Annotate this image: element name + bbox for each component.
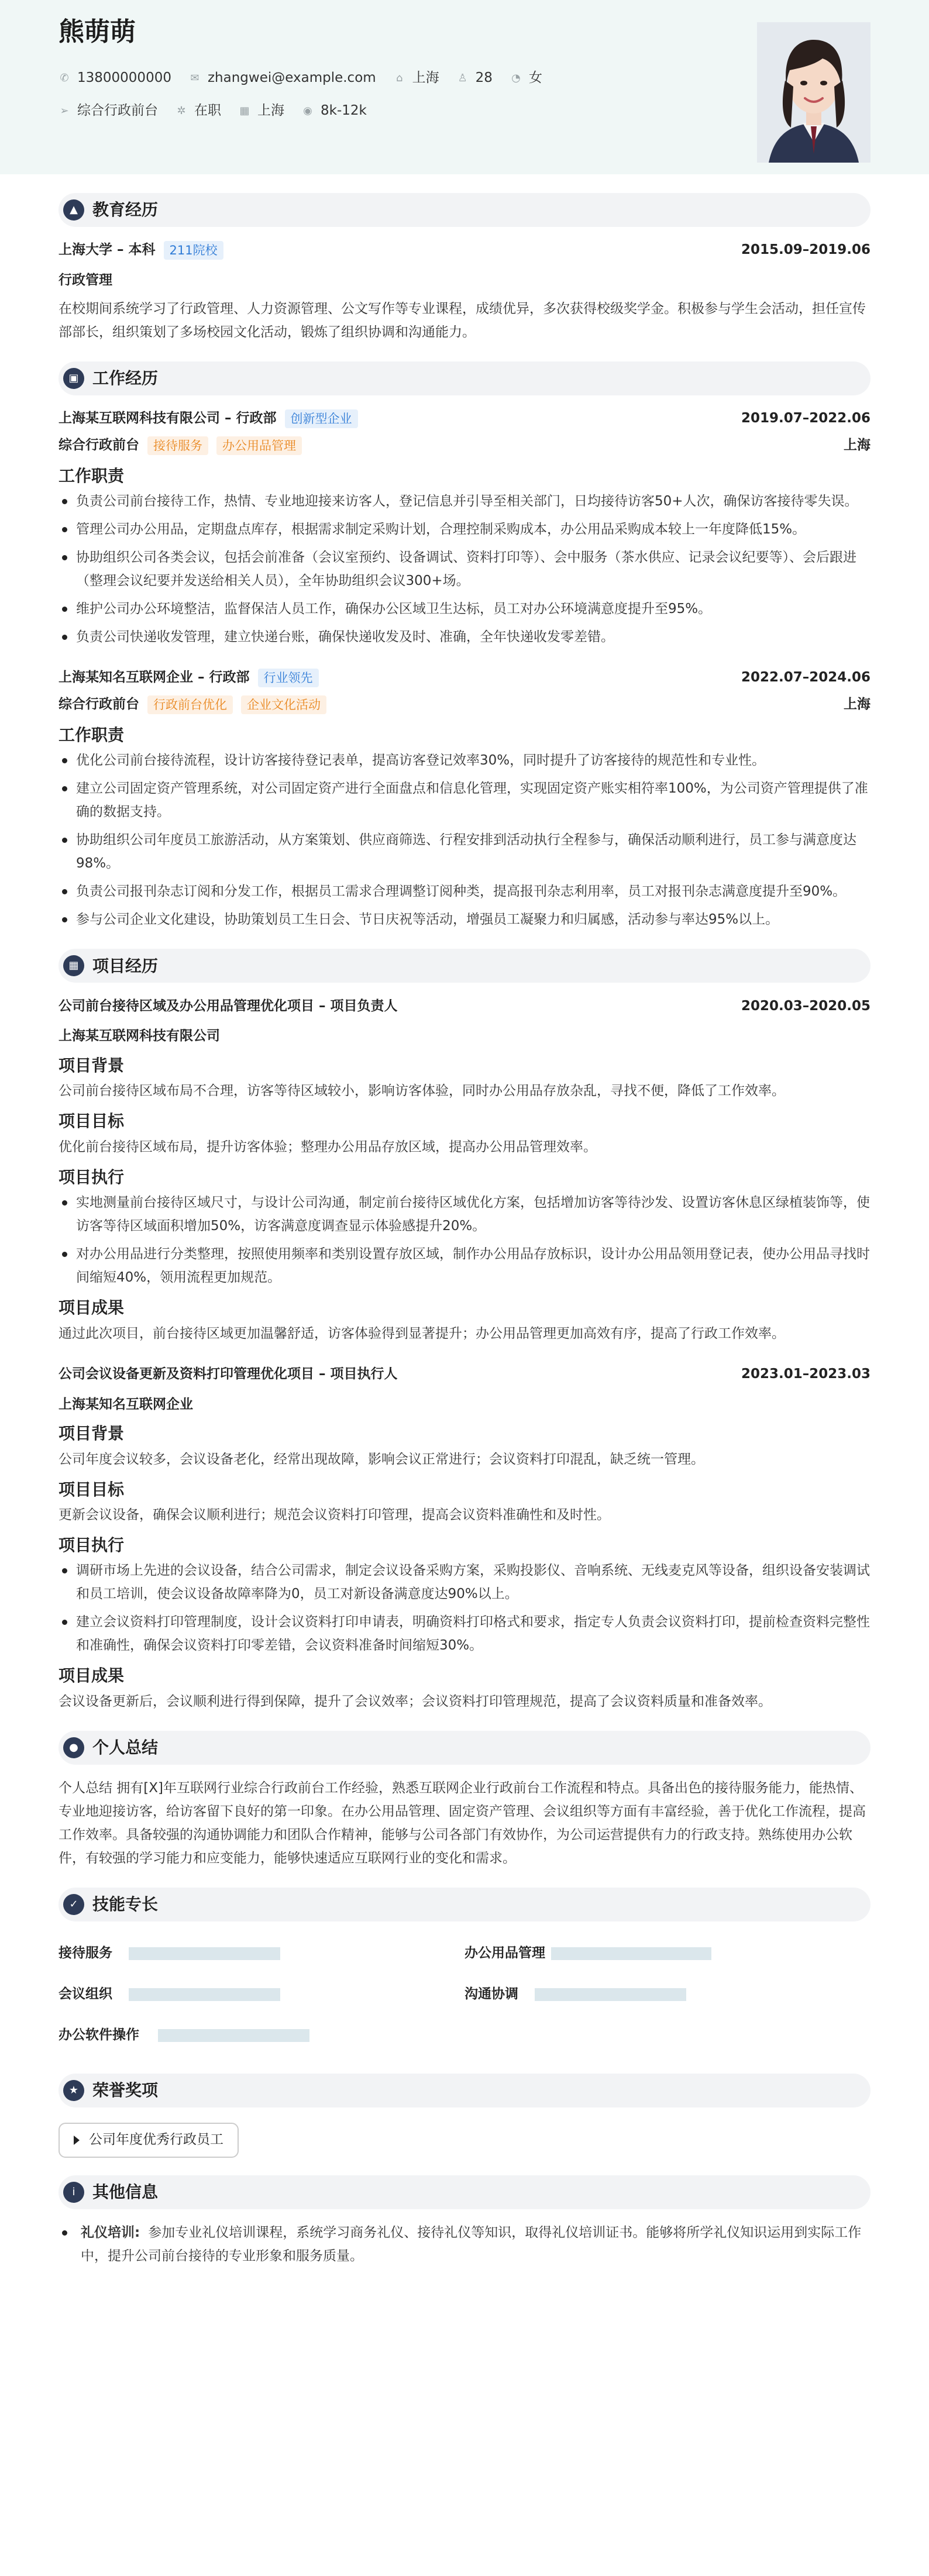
project-result: 通过此次项目，前台接待区域更加温馨舒适，访客体验得到显著提升；办公用品管理更加高效有序，提高了行政工作效率。 — [59, 1325, 785, 1341]
work-period: 2019.07–2022.06 — [741, 410, 870, 426]
skill-tag: 企业文化活动 — [241, 695, 326, 714]
list-item: 调研市场上先进的会议设备，结合公司需求，制定会议设备采购方案，采购投影仪、音响系统、无线麦克风等设备，组织设备安装调试和员工培训，使会议设备故障率降为0，员工对新设备满意度达90%以上。 — [59, 1559, 870, 1606]
project-company: 上海某互联网科技有限公司 — [59, 1028, 220, 1044]
education-entry — [59, 239, 870, 344]
phone-icon: ✆ — [60, 71, 69, 84]
section-projects: ▦ 项目经历 — [59, 949, 870, 983]
play-icon — [74, 2136, 80, 2145]
list-item: 负责公司前台接待工作，热情、专业地迎接来访客人，登记信息并引导至相关部门，日均接待访客50+人次，确保访客接待零失误。 — [59, 490, 870, 513]
job-role: 综合行政前台 — [59, 437, 139, 453]
project-exec-title: 项目执行 — [59, 1167, 125, 1187]
section-work: ▣ 工作经历 — [59, 361, 870, 395]
email-icon: ✉ — [190, 71, 199, 84]
send-icon: ➢ — [60, 104, 69, 117]
project-exec-title: 项目执行 — [59, 1535, 125, 1555]
skill-level-bar — [551, 1947, 711, 1960]
skill-level-bar — [129, 1988, 280, 2001]
info-icon: i — [63, 2182, 84, 2203]
target-position: 综合行政前台 — [77, 103, 158, 118]
skill-item: 办公软件操作 — [59, 2015, 465, 2056]
list-item: 负责公司报刊杂志订阅和分发工作，根据员工需求合理调整订阅种类，提高报刊杂志利用率，员工对报刊杂志满意度提升至90%。 — [59, 880, 870, 903]
resume-body — [59, 193, 870, 2272]
project-goal-title: 项目目标 — [59, 1111, 125, 1131]
list-item: 参与公司企业文化建设，协助策划员工生日会、节日庆祝等活动，增强员工凝聚力和归属感，活动参与率达95%以上。 — [59, 908, 870, 931]
project-entry — [59, 1363, 870, 1713]
email[interactable]: zhangwei@example.com — [207, 70, 376, 85]
salary: 8k-12k — [321, 103, 367, 118]
contact-row — [59, 68, 560, 89]
project-entry — [59, 994, 870, 1345]
work-city: 上海 — [844, 697, 870, 712]
list-item: 建立公司固定资产管理系统，对公司固定资产进行全面盘点和信息化管理，实现固定资产账实相符率100%，为公司资产管理提供了准确的数据支持。 — [59, 777, 870, 824]
project-result-title: 项目成果 — [59, 1298, 125, 1318]
project-bg-title: 项目背景 — [59, 1056, 125, 1076]
project-bg: 公司前台接待区域布局不合理，访客等待区域较小，影响访客体验，同时办公用品存放杂乱，寻找不便，降低了工作效率。 — [59, 1083, 785, 1099]
skill-item: 会议组织 — [59, 1974, 465, 2015]
major: 行政管理 — [59, 273, 112, 288]
school-name: 上海大学 – 本科 — [59, 242, 156, 258]
project-bg-title: 项目背景 — [59, 1424, 125, 1444]
grid-icon: ▦ — [63, 955, 84, 976]
work-period: 2022.07–2024.06 — [741, 670, 870, 686]
project-name: 公司会议设备更新及资料打印管理优化项目 – 项目执行人 — [59, 1366, 398, 1382]
age: 28 — [475, 70, 493, 85]
section-awards: ★ 荣誉奖项 — [59, 2074, 870, 2107]
work-city: 上海 — [844, 437, 870, 453]
work-entry — [59, 666, 870, 931]
candidate-name: 熊萌萌 — [59, 17, 136, 47]
graduation-cap-icon: ▲ — [63, 199, 84, 221]
home-icon: ⌂ — [395, 71, 403, 84]
section-summary: ● 个人总结 — [59, 1731, 870, 1765]
project-result: 会议设备更新后，会议顺利进行得到保障，提升了会议效率；会议资料打印管理规范，提高了会议资料质量和准备效率。 — [59, 1693, 772, 1709]
building-icon: ▦ — [239, 104, 250, 117]
company-tag: 行业领先 — [258, 669, 319, 687]
skill-tag: 接待服务 — [147, 436, 208, 455]
phone: 13800000000 — [77, 70, 171, 85]
skill-item: 接待服务 — [59, 1933, 465, 1974]
project-goal: 更新会议设备，确保会议顺利进行；规范会议资料打印管理，提高会议资料准确性和及时性。 — [59, 1507, 610, 1523]
education-period: 2015.09–2019.06 — [741, 242, 870, 258]
list-item: 实地测量前台接待区域尺寸，与设计公司沟通，制定前台接待区域优化方案，包括增加访客等待沙发、设置访客休息区绿植装饰等，使访客等待区域面积增加50%，访客满意度调查显示体验感提升20%。 — [59, 1191, 870, 1238]
list-item: 优化公司前台接待流程，设计访客接待登记表单，提高访客登记效率30%，同时提升了访客接待的规范性和专业性。 — [59, 749, 870, 772]
company-name: 上海某互联网科技有限公司 – 行政部 — [59, 410, 277, 426]
project-goal-title: 项目目标 — [59, 1479, 125, 1499]
list-item: 协助组织公司各类会议，包括会前准备（会议室预约、设备调试、资料打印等）、会中服务（茶水供应、记录会议纪要等）、会后跟进（整理会议纪要并发送给相关人员），全年协助组织会议300+场。 — [59, 546, 870, 593]
education-desc: 在校期间系统学习了行政管理、人力资源管理、公文写作等专业课程，成绩优异，多次获得校级奖学金。积极参与学生会活动，担任宣传部部长，组织策划了多场校园文化活动，锻炼了组织协调和沟通能力。 — [59, 301, 866, 340]
list-item: 对办公用品进行分类整理，按照使用频率和类别设置存放区域，制作办公用品存放标识，设计办公用品领用登记表，使办公用品寻找时间缩短40%，领用流程更加规范。 — [59, 1242, 870, 1289]
gender: 女 — [528, 70, 542, 85]
list-item: 负责公司快递收发管理，建立快递台账，确保快递收发及时、准确，全年快递收发零差错。 — [59, 625, 870, 649]
salary-icon: ◉ — [303, 104, 312, 117]
summary-text: 个人总结 拥有[X]年互联网行业综合行政前台工作经验，熟悉互联网企业行政前台工作流程和特点。具备出色的接待服务能力，能热情、专业地迎接访客，给访客留下良好的第一印象。在办公用品管理、固定资产管理、会议组织等方面有丰富经验，善于优化工作流程，提高工作效率。具备较强的沟通协调能力和团队合作精神，能够与公司各部门有效协作，为公司运营提供有力的行政支持。熟练使用办公软件，有较强的学习能力和应变能力，能够快速适应互联网行业的变化和需求。 — [59, 1780, 866, 1866]
list-item: 建立会议资料打印管理制度，设计会议资料打印申请表，明确资料打印格式和要求，指定专人负责会议资料打印，提前检查资料完整性和准确性，确保会议资料打印零差错，会议资料准备时间缩短30%。 — [59, 1610, 870, 1657]
status-icon: ✲ — [177, 104, 186, 117]
duty-title: 工作职责 — [59, 466, 125, 485]
section-skills: ✓ 技能专长 — [59, 1888, 870, 1921]
job-intent-row — [59, 101, 384, 122]
target-city: 上海 — [257, 103, 284, 118]
project-period: 2023.01–2023.03 — [741, 1366, 870, 1382]
list-item: 协助组织公司年度员工旅游活动，从方案策划、供应商筛选、行程安排到活动执行全程参与，确保活动顺利进行，员工参与满意度达98%。 — [59, 828, 870, 875]
work-entry — [59, 407, 870, 649]
award-icon: ★ — [63, 2080, 84, 2101]
city: 上海 — [412, 70, 439, 85]
list-item: 维护公司办公环境整洁，监督保洁人员工作，确保办公区域卫生达标，员工对办公环境满意度提升至95%。 — [59, 597, 870, 621]
thumbs-up-icon: ✓ — [63, 1894, 84, 1915]
resume-header — [0, 0, 929, 174]
company-name: 上海某知名互联网企业 – 行政部 — [59, 670, 250, 686]
briefcase-icon: ▣ — [63, 368, 84, 389]
project-result-title: 项目成果 — [59, 1666, 125, 1686]
skill-level-bar — [129, 1947, 280, 1960]
project-goal: 优化前台接待区域布局，提升访客体验；整理办公用品存放区域，提高办公用品管理效率。 — [59, 1139, 597, 1155]
skill-tag: 行政前台优化 — [147, 695, 233, 714]
list-item: 礼仪培训: 参加专业礼仪培训课程，系统学习商务礼仪、接待礼仪等知识，取得礼仪培训证书。能够将所学礼仪知识运用到实际工作中，提升公司前台接待的专业形象和服务质量。 — [59, 2221, 870, 2268]
gender-icon: ◔ — [511, 71, 521, 84]
project-bg: 公司年度会议较多，会议设备老化，经常出现故障，影响会议正常进行；会议资料打印混乱，缺乏统一管理。 — [59, 1451, 704, 1467]
duty-title: 工作职责 — [59, 725, 125, 745]
project-company: 上海某知名互联网企业 — [59, 1396, 193, 1412]
age-icon: ♙ — [457, 71, 467, 84]
company-tag: 创新型企业 — [285, 409, 358, 428]
project-name: 公司前台接待区域及办公用品管理优化项目 – 项目负责人 — [59, 998, 398, 1014]
skill-item: 办公用品管理 — [465, 1933, 870, 1974]
school-tag: 211院校 — [164, 241, 223, 260]
avatar-illustration — [757, 22, 870, 163]
skill-item: 沟通协调 — [465, 1974, 870, 2015]
other-list — [59, 2221, 870, 2268]
job-status: 在职 — [194, 103, 221, 118]
profile-photo — [757, 22, 870, 163]
skill-level-bar — [535, 1988, 686, 2001]
skill-tag: 办公用品管理 — [216, 436, 302, 455]
section-other: i 其他信息 — [59, 2175, 870, 2209]
award-item: 公司年度优秀行政员工 — [59, 2123, 239, 2158]
skill-level-bar — [158, 2029, 309, 2042]
section-education: ▲ 教育经历 — [59, 193, 870, 227]
skills-list — [59, 1933, 870, 2056]
project-period: 2020.03–2020.05 — [741, 998, 870, 1014]
user-icon: ● — [63, 1737, 84, 1758]
list-item: 管理公司办公用品，定期盘点库存，根据需求制定采购计划，合理控制采购成本，办公用品采购成本较上一年度降低15%。 — [59, 518, 870, 541]
job-role: 综合行政前台 — [59, 697, 139, 712]
